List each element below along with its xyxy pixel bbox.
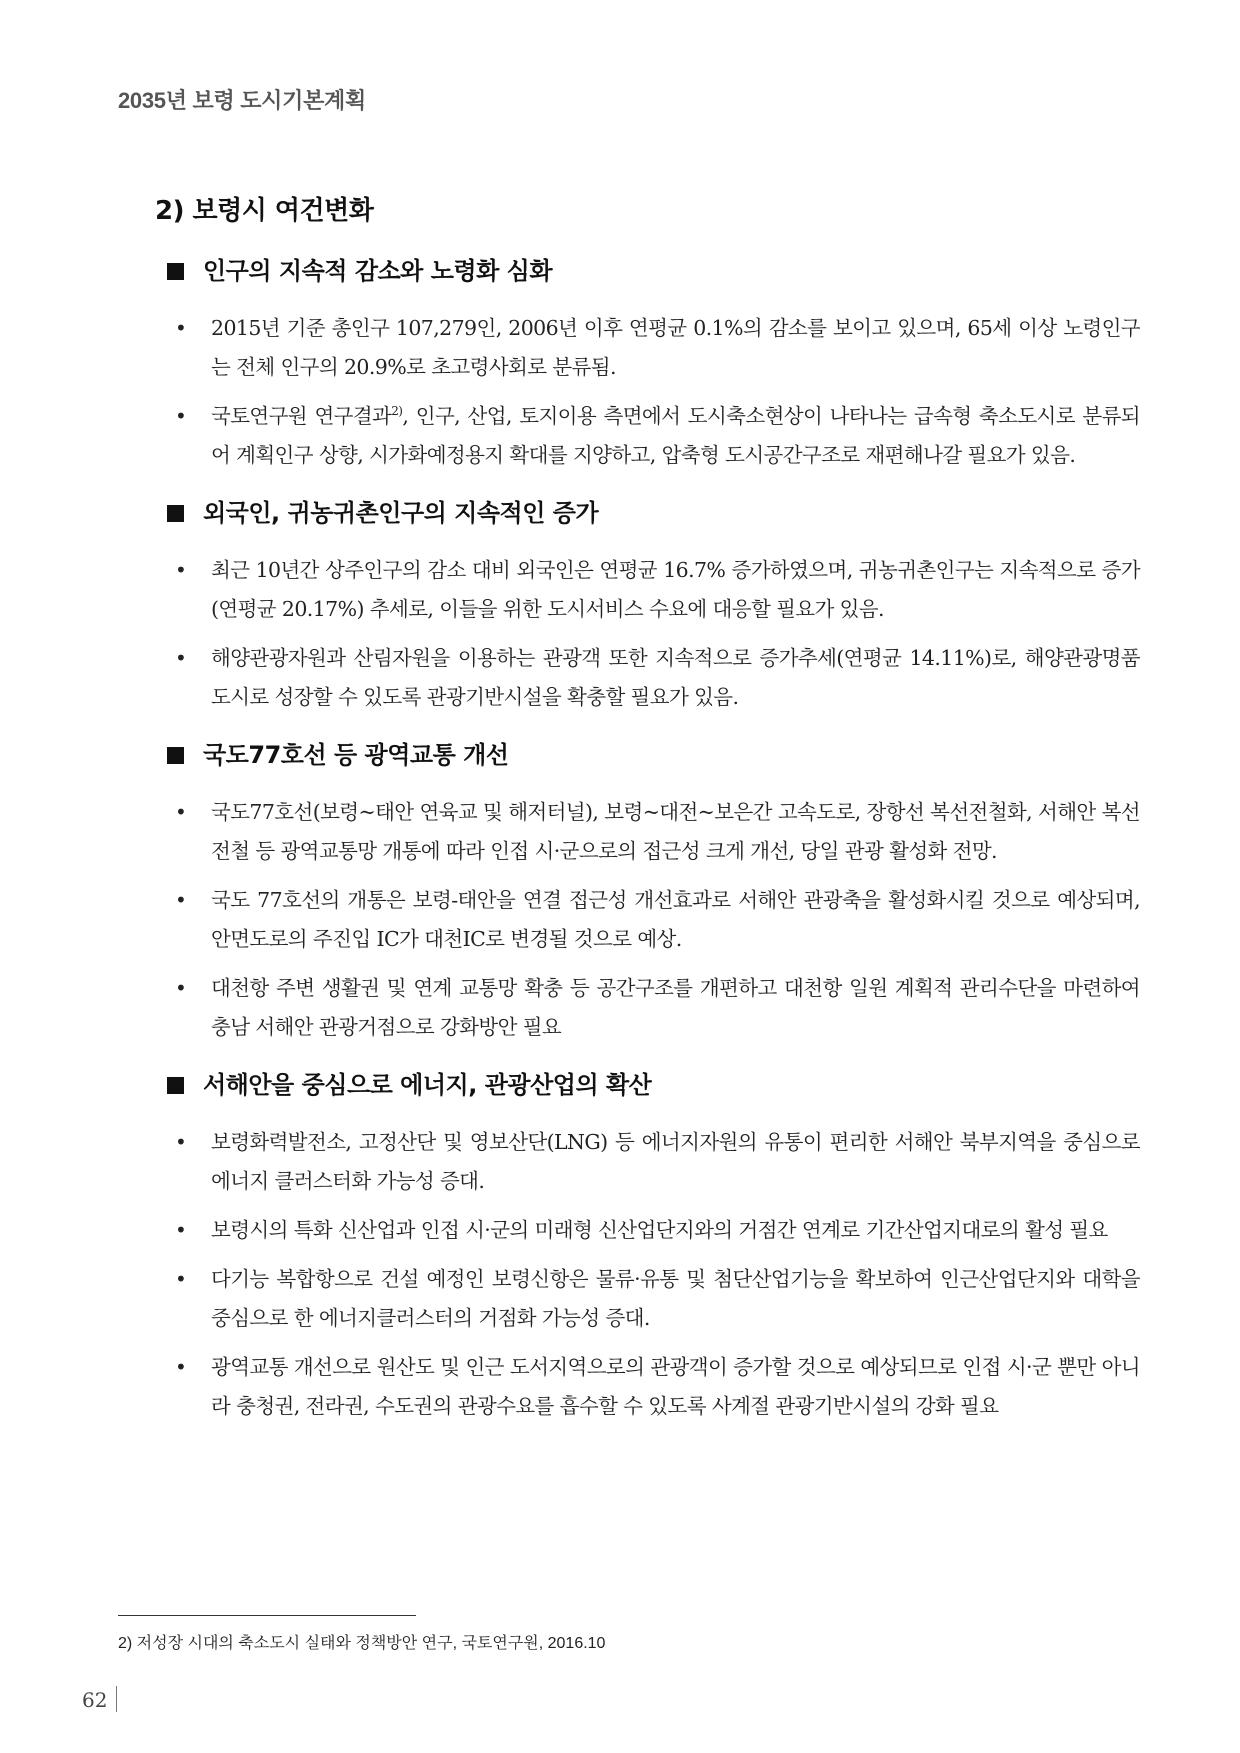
page-content (155, 190, 1140, 1448)
list-item-text: 국토연구원 연구결과 (211, 404, 392, 428)
footnote: 2) 저성장 시대의 축소도시 실태와 정책방안 연구, 국토연구원, 2016.10 (118, 1635, 606, 1652)
section-block-energy-tourism (155, 1069, 1140, 1426)
list-item: • 국도 77호선의 개통은 보령-태안을 연결 접근성 개선효과로 서해안 관광축을 활성화시킬 것으로 예상되며, 안면도로의 주진입 IC가 대천IC로 변경될 것으로 예상. (171, 881, 1140, 959)
bullet-list (155, 1123, 1140, 1426)
bullet-list (155, 793, 1140, 1047)
subheading (167, 255, 1140, 287)
section-block-foreigners (155, 497, 1140, 717)
list-item-text: , 인구, 산업, 토지이용 측면에서 도시축소현상이 나타나는 급속형 축소도시로 분류되어 계획인구 상향, 시가화예정용지 확대를 지양하고, 압축형 도시공간구조로 재편해나갈 필요가 있음. (211, 404, 1140, 467)
square-bullet-icon (167, 1077, 184, 1094)
subheading (167, 497, 1140, 529)
section-block-transport (155, 739, 1140, 1047)
subheading-text: 국도77호선 등 광역교통 개선 (203, 741, 509, 769)
list-item: • 해양관광자원과 산림자원을 이용하는 관광객 또한 지속적으로 증가추세(연평균 14.11%)로, 해양관광명품도시로 성장할 수 있도록 관광기반시설을 확충할 필요가 있음. (171, 639, 1140, 717)
running-header: 2035년 보령 도시기본계획 (118, 88, 366, 113)
square-bullet-icon (167, 505, 184, 522)
section-block-population (155, 255, 1140, 475)
bullet-list (155, 551, 1140, 717)
subheading (167, 739, 1140, 771)
footnote-divider (118, 1615, 416, 1616)
list-item: • 대천항 주변 생활권 및 연계 교통망 확충 등 공간구조를 개편하고 대천항 일원 계획적 관리수단을 마련하여 충남 서해안 관광거점으로 강화방안 필요 (171, 969, 1140, 1047)
list-item: • 국도77호선(보령~태안 연육교 및 해저터널), 보령~대전~보은간 고속도로, 장항선 복선전철화, 서해안 복선전철 등 광역교통망 개통에 따라 인접 시·군으로의 접근성 크게 개선, 당일 관광 활성화 전망. (171, 793, 1140, 871)
list-item (171, 397, 1140, 475)
subheading (167, 1069, 1140, 1101)
bullet-list (155, 309, 1140, 475)
list-item: • 광역교통 개선으로 원산도 및 인근 도서지역으로의 관광객이 증가할 것으로 예상되므로 인접 시·군 뿐만 아니라 충청권, 전라권, 수도권의 관광수요를 흡수할 수 있도록 사계절 관광기반시설의 강화 필요 (171, 1348, 1140, 1426)
list-item: • 최근 10년간 상주인구의 감소 대비 외국인은 연평균 16.7% 증가하였으며, 귀농귀촌인구는 지속적으로 증가(연평균 20.17%) 추세로, 이들을 위한 도시서비스 수요에 대응할 필요가 있음. (171, 551, 1140, 629)
footnote-reference: 2) (391, 404, 403, 418)
subheading-text: 외국인, 귀농귀촌인구의 지속적인 증가 (203, 499, 599, 527)
list-item: • 2015년 기준 총인구 107,279인, 2006년 이후 연평균 0.1%의 감소를 보이고 있으며, 65세 이상 노령인구는 전체 인구의 20.9%로 초고령사회로 분류됨. (171, 309, 1140, 387)
list-item: • 다기능 복합항으로 건설 예정인 보령신항은 물류·유통 및 첨단산업기능을 확보하여 인근산업단지와 대학을 중심으로 한 에너지클러스터의 거점화 가능성 증대. (171, 1260, 1140, 1338)
subheading-text: 서해안을 중심으로 에너지, 관광산업의 확산 (203, 1071, 652, 1099)
list-item: • 보령화력발전소, 고정산단 및 영보산단(LNG) 등 에너지자원의 유통이 편리한 서해안 북부지역을 중심으로 에너지 클러스터화 가능성 증대. (171, 1123, 1140, 1201)
subheading-text: 인구의 지속적 감소와 노령화 심화 (203, 257, 552, 285)
list-item: • 보령시의 특화 신산업과 인접 시·군의 미래형 신산업단지와의 거점간 연계로 기간산업지대로의 활성 필요 (171, 1211, 1140, 1250)
section-title: 2) 보령시 여건변화 (155, 196, 374, 226)
square-bullet-icon (167, 263, 184, 280)
page-number: 62 (82, 1688, 108, 1712)
square-bullet-icon (167, 747, 184, 764)
page-number-divider (116, 1686, 117, 1712)
